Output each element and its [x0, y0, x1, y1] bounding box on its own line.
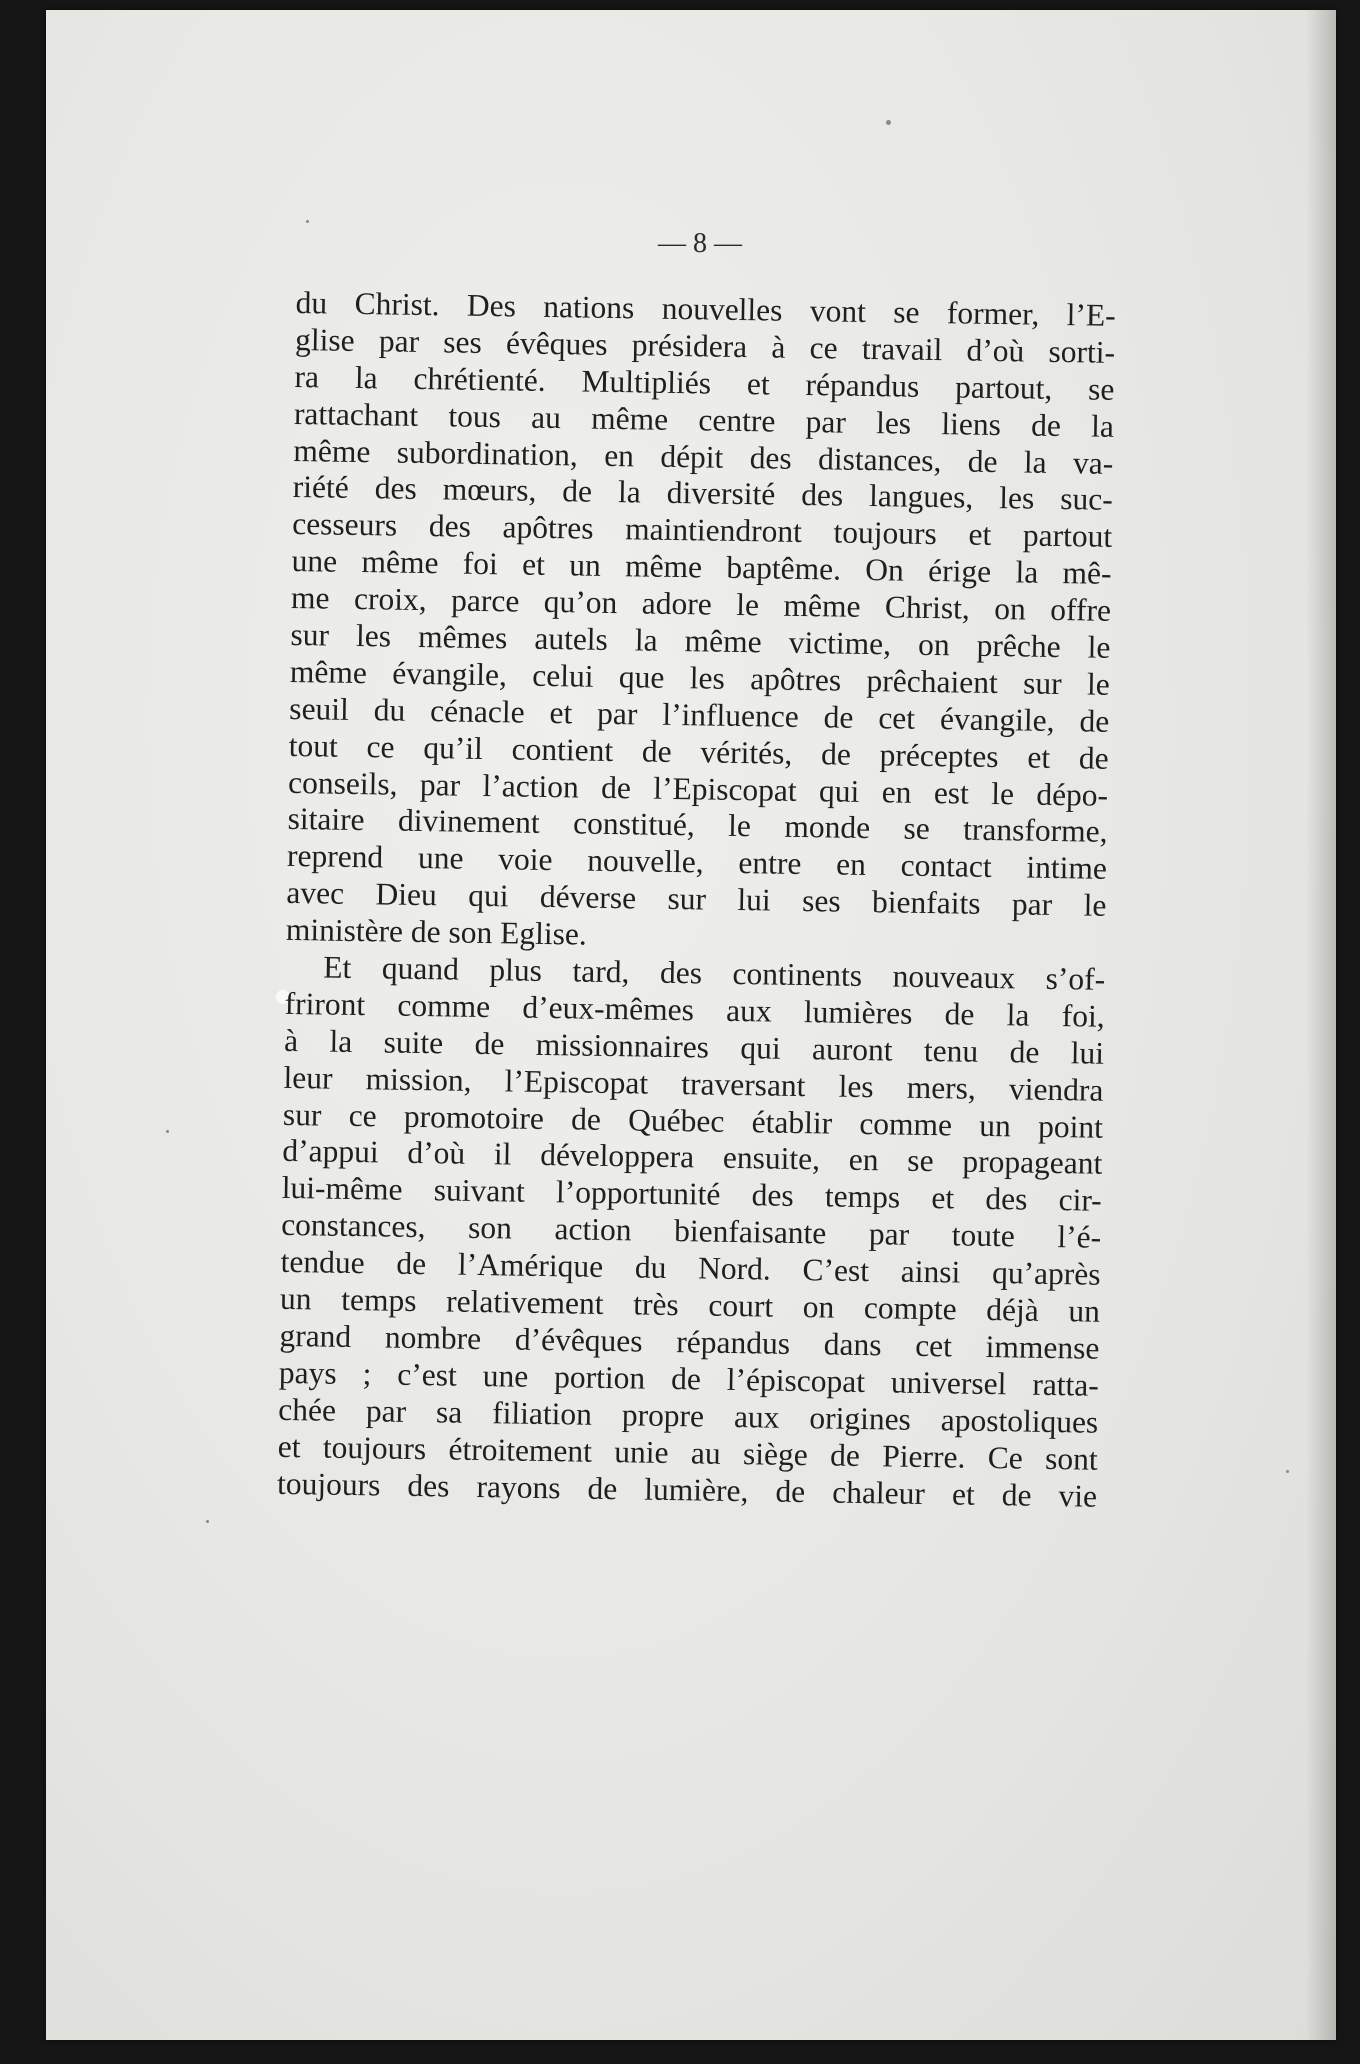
paragraph [286, 285, 1116, 962]
page-edge-shadow [1306, 10, 1336, 2040]
text-line: avec Dieu qui déverse sur lui ses bienfaits par le [286, 875, 1107, 924]
page-number: — 8 — [658, 228, 742, 259]
body-text [277, 285, 1116, 1515]
text-line: me croix, parce qu’on adore le même Christ, on offre [290, 580, 1112, 628]
text-line: un temps relativement très court on compte déjà un [279, 1280, 1101, 1329]
text-line: une même foi et un même baptême. On érige la mê- [291, 543, 1112, 592]
text-line: même évangile, celui que les apôtres prêchaient sur le [289, 653, 1111, 702]
text-line: chée par sa filiation propre aux origines apostoliques [278, 1391, 1099, 1440]
paper-speck [886, 120, 891, 125]
text-line: grand nombre d’évêques répandus dans cet immense [279, 1317, 1100, 1366]
text-line: glise par ses évêques présidera à ce travail d’où sorti- [294, 321, 1116, 370]
text-line: riété des mœurs, de la diversité des langues, les suc- [292, 469, 1114, 518]
text-line: d’appui d’où il développera ensuite, en se propageant [282, 1133, 1103, 1182]
paper-speck [306, 220, 309, 223]
text-line: sur les mêmes autels la même victime, on prêche le [290, 616, 1111, 665]
text-line: cesseurs des apôtres maintiendront toujours et partout [291, 506, 1113, 555]
text-line: sitaire divinement constitué, le monde se transforme, [287, 801, 1108, 850]
paragraph [277, 949, 1106, 1515]
text-line: Et quand plus tard, des continents nouveaux s’of- [323, 949, 1106, 997]
text-line: toujours des rayons de lumière, de chaleur et de vie [276, 1465, 1098, 1514]
text-line: reprend une voie nouvelle, entre en contact intime [286, 838, 1108, 887]
text-line: tout ce qu’il contient de vérités, de préceptes et de [288, 727, 1109, 776]
text-line: tendue de l’Amérique du Nord. C’est ainsi qu’après [280, 1244, 1101, 1292]
text-line: même subordination, en dépit des distances, de la va- [293, 432, 1114, 481]
text-line: du Christ. Des nations nouvelles vont se former, l’E- [295, 285, 1116, 333]
text-line: seuil du cénacle et par l’influence de cet évangile, de [289, 690, 1110, 739]
paper-speck [206, 1520, 209, 1523]
text-line: et toujours étroitement unie au siège de Pierre. Ce sont [277, 1428, 1098, 1477]
text-line: rattachant tous au même centre par les liens de la [293, 395, 1115, 444]
paper-speck [166, 1130, 169, 1133]
text-line: ministère de son Eglise. [285, 912, 588, 952]
text-line: constances, son action bienfaisante par toute l’é- [280, 1207, 1102, 1256]
paper-speck [1286, 1470, 1289, 1473]
text-line: lui-même suivant l’opportunité des temps et des cir- [281, 1170, 1102, 1219]
text-line: leur mission, l’Episcopat traversant les mers, viendra [283, 1059, 1104, 1108]
text-line: ra la chrétienté. Multipliés et répandus partout, se [294, 358, 1115, 407]
text-line: conseils, par l’action de l’Episcopat qui en est le dépo- [287, 764, 1109, 813]
text-line: à la suite de missionnaires qui auront tenu de lui [283, 1022, 1105, 1071]
text-line: friront comme d’eux-mêmes aux lumières de la foi, [284, 985, 1105, 1034]
text-line: pays ; c’est une portion de l’épiscopat universel ratta- [278, 1354, 1100, 1403]
text-line: sur ce promotoire de Québec établir comme un point [282, 1096, 1104, 1145]
